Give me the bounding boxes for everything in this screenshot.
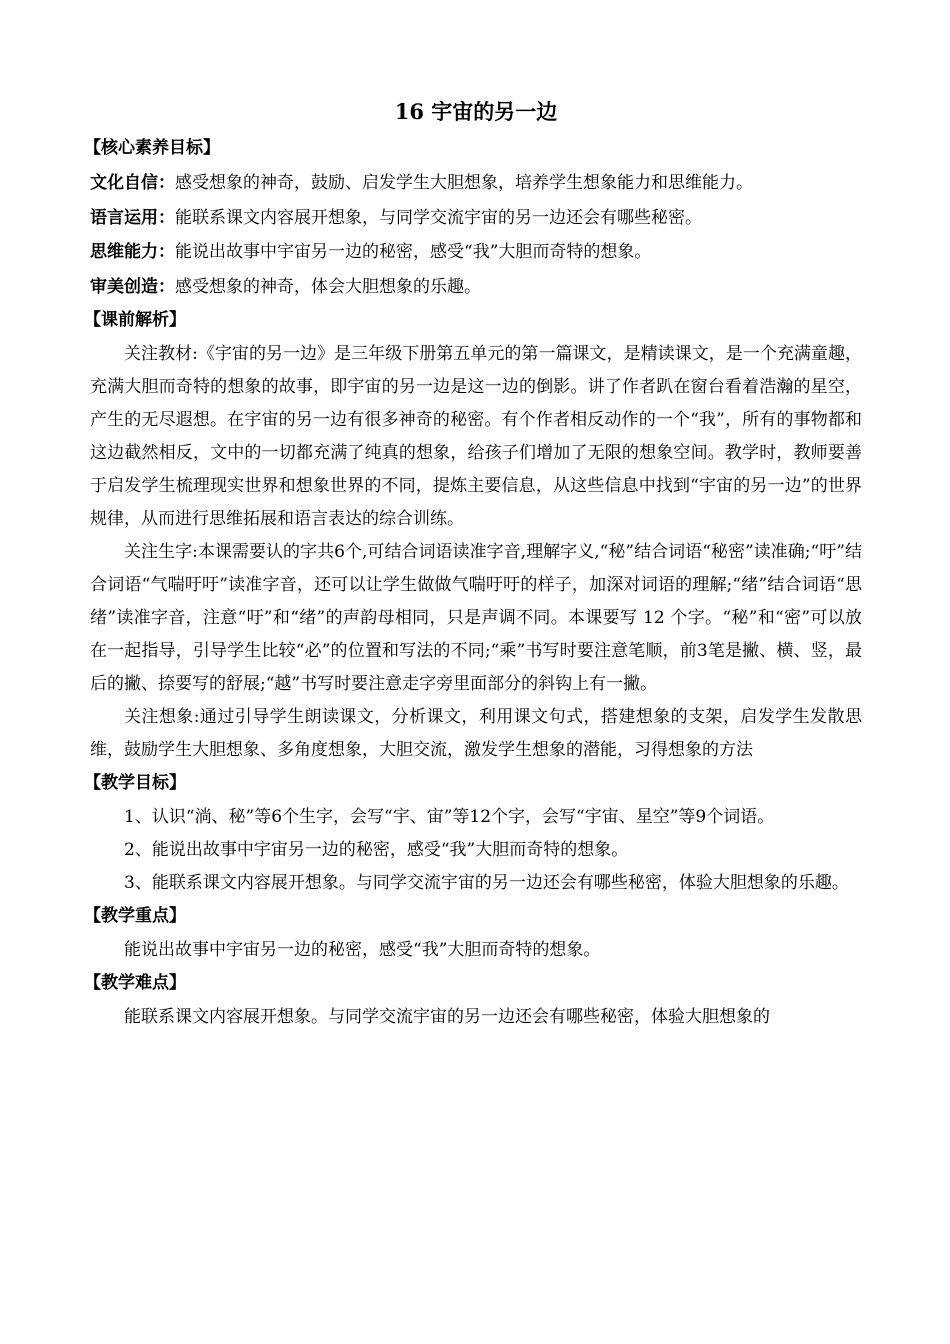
key-points-heading: 【教学重点】 — [84, 906, 186, 926]
core-goal-label: 文化自信： — [90, 173, 175, 193]
teaching-goal-item: 1、认识“淌、秘”等6个生字，会写“宇、宙”等12个字，会写“宇宙、星空”等9个词语。 — [124, 807, 775, 827]
teaching-goal-item: 2、能说出故事中宇宙另一边的秘密，感受“我”大胆而奇特的想象。 — [124, 840, 629, 860]
document-page — [84, 96, 862, 1034]
difficult-points-heading: 【教学难点】 — [84, 973, 186, 993]
page-title: 16 宇宙的另一边 — [394, 99, 558, 124]
core-goal-label: 审美创造： — [90, 276, 175, 297]
teaching-goal-item: 3、能联系课文内容展开想象。与同学交流宇宙的另一边还会有哪些秘密，体验大胆想象的乐趣。 — [124, 873, 849, 893]
core-goal-label: 思维能力： — [90, 242, 175, 262]
core-goal-item — [90, 201, 862, 236]
analysis-paragraph: 关注想象:通过引导学生朗读课文，分析课文，利用课文句式，搭建想象的支架，启发学生发散思维，鼓励学生大胆想象、多角度想象，大胆交流，激发学生想象的潜能，习得想象的方法 — [90, 707, 862, 760]
core-goal-text: 能联系课文内容展开想象，与同学交流宇宙的另一边还会有哪些秘密。 — [175, 207, 702, 228]
core-goal-item — [90, 270, 862, 305]
analysis-paragraph: 关注生字:本课需要认的字共6个,可结合词语读准字音,理解字义,“秘”结合词语“秘密”读准确;“吁”结合词语“气喘吁吁”读准字音，还可以让学生做做气喘吁吁的样子，加深对词语的理解;“绪”结合词语“思绪”读准字音，注意“吁”和“绪”的声韵母相同，只是声调不同。本课要写 12 个字。“秘”和“密”可以放在一起指导，引导学生比较“必”的位置和写法的不同;“乘”书写时要注意笔顺，前3笔是撇、横、竖，最后的撇、捺要写的舒展;“越”书写时要注意走字旁里面部分的斜钩上有一撇。 — [90, 542, 862, 694]
teaching-goals-heading: 【教学目标】 — [84, 773, 186, 793]
core-goals-heading: 【核心素养目标】 — [84, 138, 220, 158]
core-goal-text: 能说出故事中宇宙另一边的秘密，感受“我”大胆而奇特的想象。 — [175, 242, 652, 262]
core-goal-item — [90, 166, 862, 201]
difficult-points-text: 能联系课文内容展开想象。与同学交流宇宙的另一边还会有哪些秘密，体验大胆想象的 — [124, 1007, 770, 1027]
core-goal-label: 语言运用： — [90, 207, 175, 228]
key-points-text: 能说出故事中宇宙另一边的秘密，感受“我”大胆而奇特的想象。 — [124, 940, 601, 960]
analysis-heading: 【课前解析】 — [84, 310, 186, 330]
core-goal-item — [90, 235, 862, 270]
analysis-paragraph: 关注教材:《宇宙的另一边》是三年级下册第五单元的第一篇课文，是精读课文，是一个充满童趣，充满大胆而奇特的想象的故事，即宇宙的另一边是这一边的倒影。讲了作者趴在窗台看着浩瀚的星空，产生的无尽遐想。在宇宙的另一边有很多神奇的秘密。有个作者相反动作的一个“我”，所有的事物都和这边截然相反，文中的一切都充满了纯真的想象，给孩子们增加了无限的想象空间。教学时，教师要善于启发学生梳理现实世界和想象世界的不同，提炼主要信息，从这些信息中找到“宇宙的另一边”的世界规律，从而进行思维拓展和语言表达的综合训练。 — [90, 344, 862, 529]
core-goal-text: 感受想象的神奇，体会大胆想象的乐趣。 — [175, 276, 481, 297]
core-goal-text: 感受想象的神奇，鼓励、启发学生大胆想象，培养学生想象能力和思维能力。 — [175, 173, 753, 193]
